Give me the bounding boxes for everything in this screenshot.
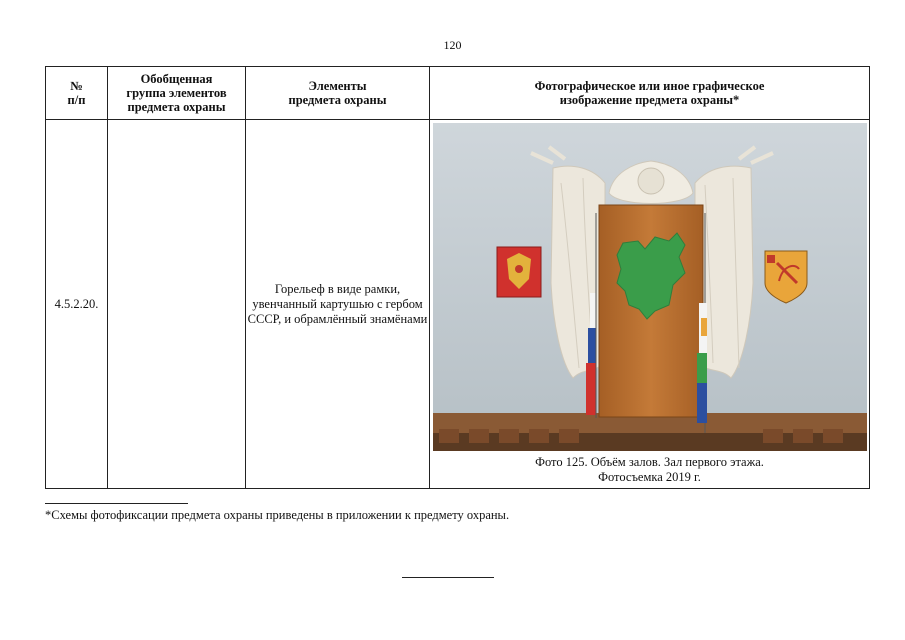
row-photo-cell <box>430 120 870 489</box>
russia-coat-of-arms-icon <box>497 247 541 297</box>
caption-line-2: Фотосъемка 2019 г. <box>598 470 701 484</box>
hall-photo <box>433 123 867 451</box>
header-image: Фотографическое или иное графическое изображение предмета охраны* <box>430 67 870 120</box>
table-header-row <box>46 67 870 120</box>
bottom-separator <box>402 577 494 578</box>
header-group: Обобщенная группа элементов предмета охраны <box>108 67 246 120</box>
table-row <box>46 120 870 489</box>
header-elements: Элементы предмета охраны <box>246 67 430 120</box>
row-group <box>108 120 246 489</box>
footnote: *Схемы фотофиксации предмета охраны приведены в приложении к предмету охраны. <box>45 508 510 522</box>
caption-line-1: Фото 125. Объём залов. Зал первого этажа. <box>535 455 764 469</box>
footnote-separator <box>45 503 188 504</box>
row-number: 4.5.2.20. <box>46 120 108 489</box>
page-number: 120 <box>443 38 462 52</box>
header-num: № п/п <box>46 67 108 120</box>
protection-table <box>45 66 870 489</box>
photo-caption <box>430 455 869 485</box>
row-elements: Горельеф в виде рамки, увенчанный картушью с гербом СССР, и обрамлённый знамёнами <box>246 120 430 489</box>
